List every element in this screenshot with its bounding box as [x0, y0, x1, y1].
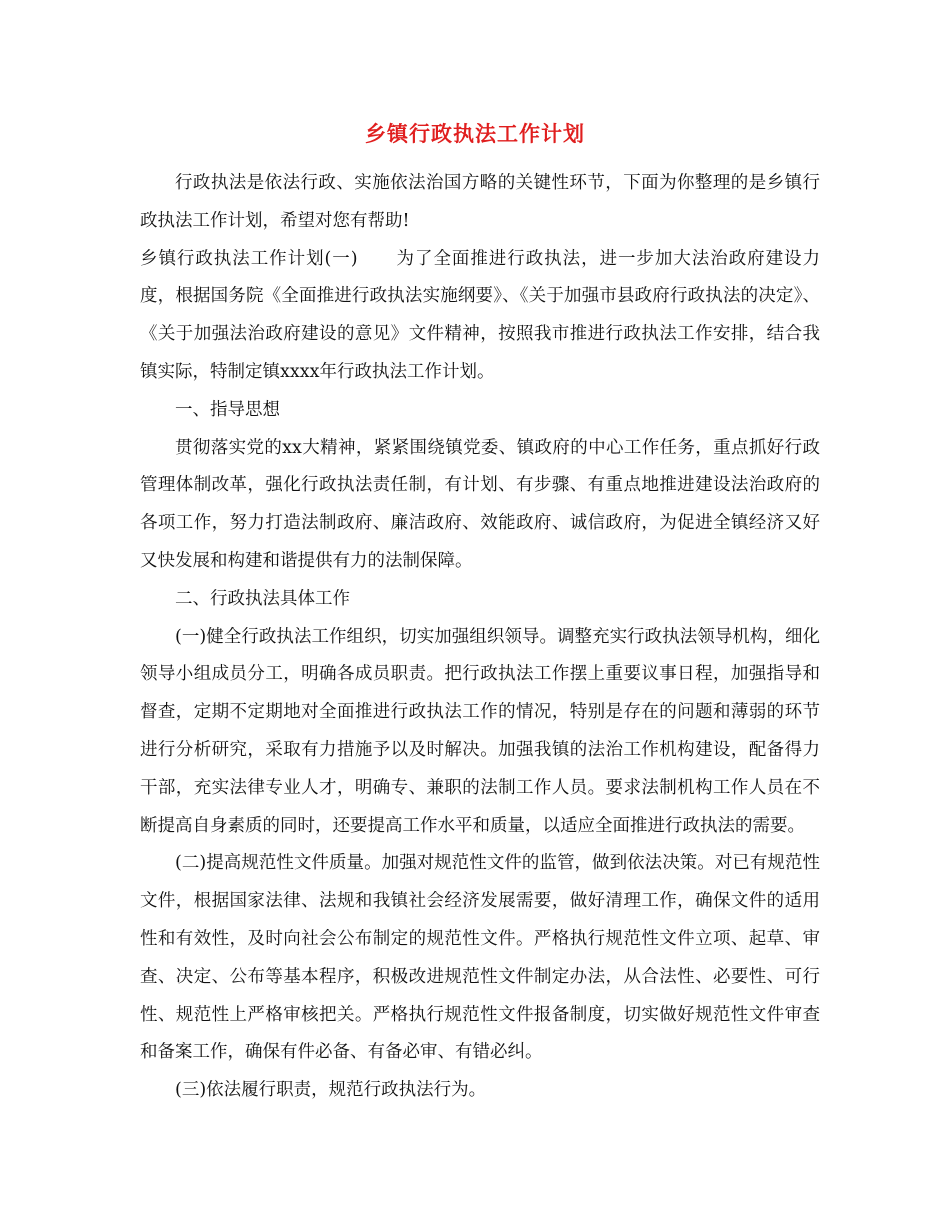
section1-heading: 一、指导思想 — [175, 399, 280, 420]
intro-paragraph: 行政执法是依法行政、实施依法治国方略的关键性环节，下面为你整理的是乡镇行政执法工作计划，希望对您有帮助! — [140, 173, 820, 231]
section1-body: 贯彻落实党的xx大精神，紧紧围绕镇党委、镇政府的中心工作任务，重点抓好行政管理体制改革，强化行政执法责任制，有计划、有步骤、有重点地推进建设法治政府的各项工作，努力打造法制政府、廉洁政府、效能政府、诚信政府，为促进全镇经济又好又快发展和构建和谐提供有力的法制保障。 — [140, 437, 820, 571]
item1-paragraph: (一)健全行政执法工作组织，切实加强组织领导。调整充实行政执法领导机构，细化领导小组成员分工，明确各成员职责。把行政执法工作摆上重要议事日程，加强指导和督查，定期不定期地对全面推进行政执法工作的情况，特别是存在的问题和薄弱的环节进行分析研究，采取有力措施予以及时解决。加强我镇的法治工作机构建设，配备得力干部，充实法律专业人才，明确专、兼职的法制工作人员。要求法制机构工作人员在不断提高自身素质的同时，还要提高工作水平和质量，以适应全面推进行政执法的需要。 — [140, 626, 820, 836]
item2-paragraph: (二)提高规范性文件质量。加强对规范性文件的监管，做到依法决策。对已有规范性文件，根据国家法律、法规和我镇社会经济发展需要，做好清理工作，确保文件的适用性和有效性，及时向社会公布制定的规范性文件。严格执行规范性文件立项、起草、审查、决定、公布等基本程序，积极改进规范性文件制定办法，从合法性、必要性、可行性、规范性上严格审核把关。严格执行规范性文件报备制度，切实做好规范性文件审查和备案工作，确保有件必备、有备必审、有错必纠。 — [140, 853, 820, 1063]
document-body — [140, 165, 820, 1110]
plan-intro-paragraph — [140, 241, 820, 392]
section2-heading: 二、行政执法具体工作 — [175, 588, 350, 609]
document-title: 乡镇行政执法工作计划 — [365, 121, 585, 146]
item3-paragraph: (三)依法履行职责，规范行政执法行为。 — [175, 1080, 487, 1101]
plan-heading: 乡镇行政执法工作计划(一) — [140, 248, 358, 269]
plan-intro-text: 为了全面推进行政执法，进一步加大法治政府建设力度，根据国务院《全面推进行政执法实施纲要》、《关于加强市县政府行政执法的决定》、《关于加强法治政府建设的意见》文件精神，按照我市推进行政执法工作安排，结合我镇实际，特制定镇xxxx年行政执法工作计划。 — [140, 248, 821, 382]
